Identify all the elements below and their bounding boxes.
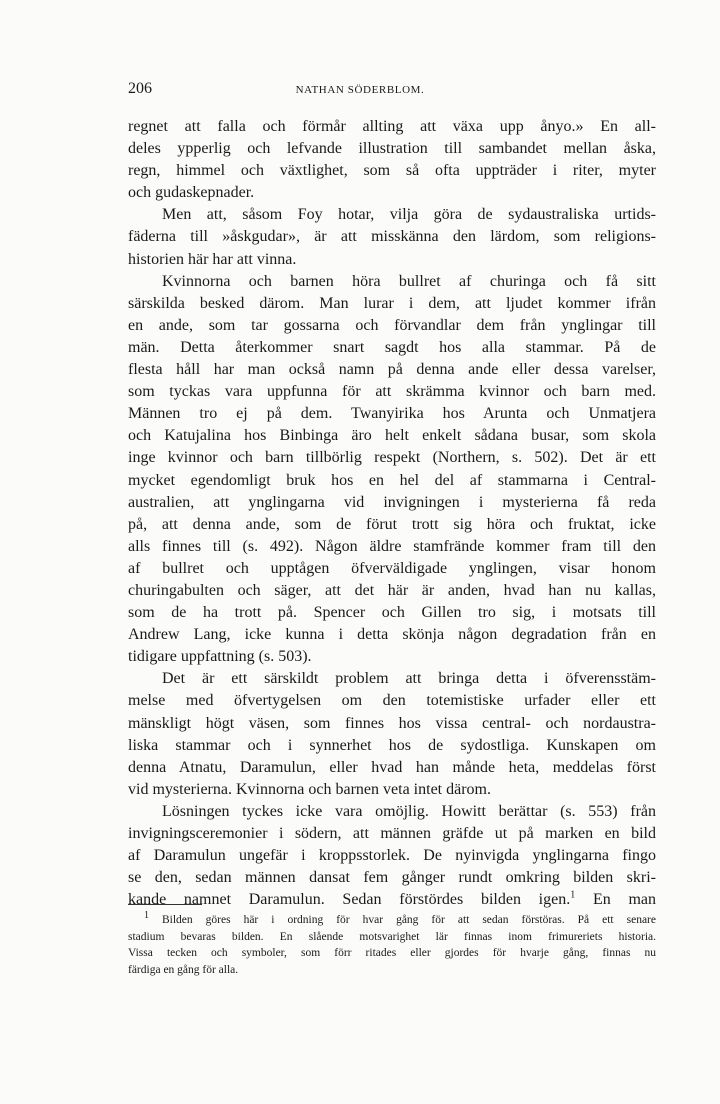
- footnote-marker: 1: [144, 910, 149, 922]
- text-line: af bullret och upptågen öfverväldigade ynglingen, visar honom: [128, 559, 656, 577]
- text-line: alls finnes till (s. 492). Någon äldre stamfrände kommer fram till den: [128, 537, 656, 555]
- text-line: fäderna till »åskgudar», är att misskänna den lärdom, som religions-: [128, 228, 656, 246]
- text-line: och gudaskepnader.: [128, 184, 255, 202]
- text-line-part: kande namnet Daramulun. Sedan förstördes bilden igen.: [128, 891, 571, 909]
- text-line: män. Detta återkommer snart sagdt hos alla stammar. På de: [128, 338, 656, 356]
- text-line: flesta håll har man också namn på denna ande eller dessa varelser,: [128, 361, 656, 379]
- text-line: på, att denna ande, som de förut trott sig höra och fruktat, icke: [128, 515, 656, 533]
- footnote-line: stadium bevaras bilden. En slående motsvarighet lär finnas inom frimureriets historia.: [128, 930, 656, 943]
- text-line: deles ypperlig och lefvande illustration till sambandet mellan åska,: [128, 140, 656, 158]
- footnote-reference: 1: [570, 889, 576, 901]
- text-line: Männen tro ej på dem. Twanyirika hos Arunta och Unmatjera: [128, 405, 656, 423]
- footnote-line-text: Bilden göres här i ordning för hvar gång för att sedan förstöras. På ett senare: [162, 914, 656, 926]
- footnote-line: Vissa tecken och symboler, som förr ritades eller gjordes för hvarje gång, finnas nu: [128, 947, 656, 959]
- text-line: af Daramulun ungefär i kroppsstorlek. De nyinvigda ynglingarna fingo: [128, 847, 656, 865]
- text-line: mänskligt högt väsen, som finnes hos vissa central- och nordaustra-: [128, 714, 656, 732]
- text-line: melse med öfvertygelsen om den totemistiske urfader eller ett: [128, 692, 656, 710]
- text-line: regnet att falla och förmår allting att växa upp ånyo.» En all-: [128, 118, 656, 135]
- text-line-with-footnote-ref: [128, 889, 656, 911]
- text-line: australien, att ynglingarna vid invigningen i mysterierna få reda: [128, 493, 656, 511]
- footnote: [128, 912, 656, 978]
- text-line: regn, himmel och växtlighet, som så ofta uppträder i riter, myter: [128, 162, 656, 180]
- text-line: se den, sedan männen dansat fem gånger rundt omkring bilden skri-: [128, 869, 656, 887]
- running-head: NATHAN SÖDERBLOM.: [295, 84, 425, 96]
- page-number: 206: [128, 80, 152, 97]
- text-line: som de ha trott på. Spencer och Gillen tro sig, i motsats till: [128, 604, 656, 622]
- footnote-divider: [128, 904, 202, 905]
- body-text: [128, 116, 656, 911]
- text-line: historien här har att vinna.: [128, 250, 297, 268]
- text-line: Men att, såsom Foy hotar, vilja göra de sydaustraliska urtids-: [162, 206, 656, 224]
- text-line: Det är ett särskildt problem att bringa detta i öfverensstäm-: [162, 670, 656, 688]
- footnote-line: [128, 912, 656, 929]
- text-line: särskilda besked därom. Man lurar i dem, att ljudet kommer ifrån: [128, 294, 656, 312]
- text-line: Andrew Lang, icke kunna i detta skönja någon degradation från en: [128, 626, 656, 644]
- text-line: churingabulten och säger, att det här är anden, hvad han nu kallas,: [128, 581, 656, 599]
- text-line: en ande, som tar gossarna och förvandlar dem från ynglingar till: [128, 316, 656, 334]
- text-line: invigningsceremonier i södern, att männen gräfde ut på marken en bild: [128, 825, 656, 842]
- text-line: liska stammar och i synnerhet hos de sydostliga. Kunskapen om: [128, 736, 656, 754]
- text-line: denna Atnatu, Daramulun, eller hvad han månde heta, meddelas först: [128, 758, 656, 776]
- text-line-tail: En man: [592, 891, 657, 909]
- text-line: tidigare uppfattning (s. 503).: [128, 648, 312, 666]
- page-header: [0, 80, 720, 104]
- text-line: och Katujalina hos Binbinga äro helt enkelt sådana busar, som skola: [128, 427, 656, 445]
- text-line: som tyckas vara uppfunna för att skrämma kvinnor och barn med.: [128, 383, 656, 401]
- footnote-line: färdiga en gång för alla.: [128, 963, 239, 976]
- text-line: Kvinnorna och barnen höra bullret af churinga och få sitt: [162, 272, 656, 290]
- text-line: mycket egendomligt bruk hos en hel del af stammarna i Central-: [128, 471, 656, 489]
- text-line: vid mysterierna. Kvinnorna och barnen veta intet därom.: [128, 780, 491, 798]
- text-line: Lösningen tyckes icke vara omöjlig. Howitt berättar (s. 553) från: [162, 802, 656, 820]
- text-line: inge kvinnor och barn tillbörlig respekt (Northern, s. 502). Det är ett: [128, 449, 656, 467]
